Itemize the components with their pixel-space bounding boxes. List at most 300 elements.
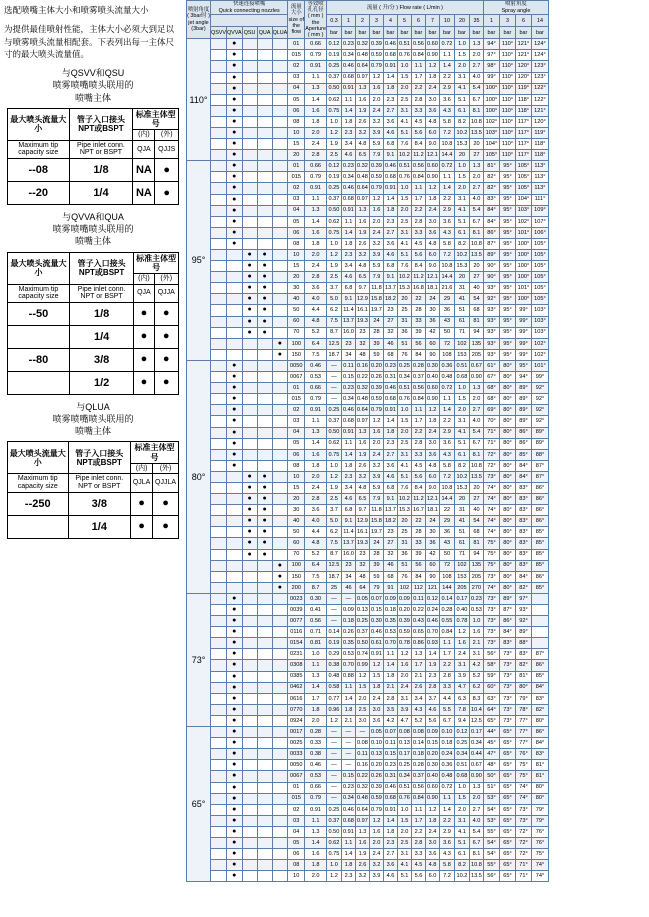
cell-spray-angle: 93° bbox=[515, 605, 531, 616]
cell-flow-rate: 0.12 bbox=[454, 727, 469, 738]
header-bar: bar bbox=[369, 27, 383, 39]
cell-flow-rate: 2.5 bbox=[397, 216, 411, 227]
cell-flow-rate: 3.0 bbox=[425, 216, 439, 227]
cell-spray-angle: 67° bbox=[483, 372, 499, 383]
cell-nozzle-mark bbox=[272, 671, 288, 682]
cell-spray-angle: 55° bbox=[483, 826, 499, 837]
cell-nozzle-mark bbox=[242, 715, 257, 726]
cell-flow-rate: 0.18 bbox=[341, 616, 355, 627]
table-row bbox=[187, 205, 549, 216]
cell-aperture: 2.0 bbox=[305, 871, 327, 882]
cell-nozzle-mark: ● bbox=[226, 804, 242, 815]
cell-flow-size: 0050 bbox=[288, 760, 305, 771]
cell-flow-rate: 0.93 bbox=[425, 638, 439, 649]
cell-flow-rate: 19.7 bbox=[369, 305, 383, 316]
table-row bbox=[187, 815, 549, 826]
cell-flow-rate: 2.9 bbox=[439, 427, 454, 438]
cell-flow-rate: 3.3 bbox=[439, 682, 454, 693]
cell-nozzle-mark: ● bbox=[242, 516, 257, 527]
cell-flow-rate: 0.07 bbox=[369, 593, 383, 604]
cell-spray-angle: 111° bbox=[531, 194, 548, 205]
cell-nozzle-mark bbox=[272, 460, 288, 471]
cell-flow-size: 60 bbox=[288, 316, 305, 327]
cell-flow-rate: 4.1 bbox=[397, 238, 411, 249]
cell-nozzle-mark: ● bbox=[272, 582, 288, 593]
cell-flow-rate: 0.56 bbox=[411, 383, 425, 394]
cell-nozzle-mark bbox=[272, 616, 288, 627]
cell-nozzle-mark bbox=[211, 238, 227, 249]
cell-spray-angle: 86° bbox=[531, 660, 548, 671]
cell-nozzle-mark bbox=[257, 815, 272, 826]
cell-flow-rate: 64 bbox=[355, 582, 369, 593]
cell-nozzle-mark bbox=[272, 416, 288, 427]
cell-flow-size: 0077 bbox=[288, 616, 305, 627]
cell-flow-size: 0067 bbox=[288, 771, 305, 782]
cell-flow-rate: 1.6 bbox=[355, 216, 369, 227]
cell-flow-rate: 15.8 bbox=[369, 516, 383, 527]
cell-nozzle-mark: ● bbox=[226, 605, 242, 616]
cell-nozzle-mark bbox=[211, 194, 227, 205]
header-pressure: 35 bbox=[469, 15, 483, 27]
cell-flow-rate: — bbox=[341, 593, 355, 604]
cell-aperture: 0.66 bbox=[305, 782, 327, 793]
cell-spray-angle: 75° bbox=[515, 760, 531, 771]
cell-nozzle-mark bbox=[211, 505, 227, 516]
cell-spray-angle: 56° bbox=[483, 649, 499, 660]
cell-flow-rate: 0.18 bbox=[439, 738, 454, 749]
cell-flow-rate: 2.7 bbox=[469, 405, 483, 416]
cell-flow-rate: 4.1 bbox=[397, 116, 411, 127]
cell-flow-rate: 1.1 bbox=[411, 405, 425, 416]
cell-spray-angle: 95° bbox=[499, 172, 515, 183]
cell-nozzle-mark bbox=[211, 349, 227, 360]
cell-spray-angle: 60° bbox=[483, 682, 499, 693]
cell-nozzle-mark bbox=[211, 837, 227, 848]
cell-flow-rate: 0.12 bbox=[425, 593, 439, 604]
cell-nozzle-mark bbox=[242, 94, 257, 105]
cell-flow-rate: 1.5 bbox=[397, 416, 411, 427]
cell-flow-rate: 0.36 bbox=[439, 760, 454, 771]
cell-spray-angle: 75° bbox=[531, 849, 548, 860]
cell-flow-rate: 9.1 bbox=[341, 516, 355, 527]
cell-spray-angle: 118° bbox=[531, 139, 548, 150]
cell-flow-size: 40 bbox=[288, 516, 305, 527]
cell-nozzle-mark bbox=[272, 172, 288, 183]
cell-spray-angle: 95° bbox=[499, 183, 515, 194]
cell-flow-rate: 1.9 bbox=[355, 849, 369, 860]
cell-nozzle-mark: ● bbox=[226, 738, 242, 749]
cell-nozzle-mark bbox=[226, 494, 242, 505]
cell-flow-rate: 6.8 bbox=[341, 283, 355, 294]
cell-flow-rate: 15.3 bbox=[397, 283, 411, 294]
cell-nozzle-mark bbox=[272, 804, 288, 815]
cell-flow-rate: — bbox=[326, 782, 341, 793]
cell-spray-angle: 92° bbox=[515, 616, 531, 627]
cell-nozzle-mark bbox=[242, 238, 257, 249]
cell-flow-rate: 2.9 bbox=[439, 826, 454, 837]
cell-flow-rate: 0.60 bbox=[425, 383, 439, 394]
cell-flow-rate: 3.0 bbox=[425, 837, 439, 848]
cell-flow-rate: 2.7 bbox=[383, 227, 397, 238]
cell-flow-size: 05 bbox=[288, 216, 305, 227]
cell-aperture: 0.66 bbox=[305, 39, 327, 50]
cell-flow-rate: 6.5 bbox=[355, 494, 369, 505]
cell-capacity: --80 bbox=[8, 348, 70, 371]
cell-nozzle-mark: ● bbox=[226, 449, 242, 460]
cell-nozzle-mark bbox=[242, 449, 257, 460]
cell-flow-rate: 18.1 bbox=[425, 505, 439, 516]
cell-flow-rate: 4.3 bbox=[439, 449, 454, 460]
cell-flow-rate: 0.96 bbox=[326, 704, 341, 715]
cell-nozzle-mark: ● bbox=[272, 560, 288, 571]
cell-flow-rate: 3.6 bbox=[439, 438, 454, 449]
cell-nozzle-mark bbox=[226, 471, 242, 482]
cell-nozzle-mark: ● bbox=[257, 482, 272, 493]
cell-nozzle-mark bbox=[272, 516, 288, 527]
cell-flow-rate: 2.2 bbox=[411, 205, 425, 216]
cell-aperture: 1.1 bbox=[305, 194, 327, 205]
cell-flow-rate: 2.5 bbox=[326, 150, 341, 161]
cell-flow-rate: 16.0 bbox=[341, 327, 355, 338]
cell-spray-angle: 107° bbox=[531, 216, 548, 227]
cell-spray-angle: 89° bbox=[515, 416, 531, 427]
table-row bbox=[187, 582, 549, 593]
cell-nozzle-mark bbox=[226, 305, 242, 316]
cell-flow-rate: 22 bbox=[411, 294, 425, 305]
cell-flow-rate: 0.67 bbox=[469, 360, 483, 371]
cell-aperture: 1.1 bbox=[305, 416, 327, 427]
cell-nozzle-mark: ● bbox=[257, 272, 272, 283]
cell-flow-size: 06 bbox=[288, 105, 305, 116]
cell-aperture: 1.8 bbox=[305, 238, 327, 249]
cell-spray-angle: 65° bbox=[499, 815, 515, 826]
cell-spray-angle: 72° bbox=[515, 826, 531, 837]
cell-spray-angle: 121° bbox=[515, 39, 531, 50]
cell-inner: ● bbox=[134, 371, 154, 394]
cell-spray-angle: 44° bbox=[483, 727, 499, 738]
cell-nozzle-mark bbox=[272, 194, 288, 205]
cell-aperture: 1.4 bbox=[305, 94, 327, 105]
cell-flow-rate: 1.2 bbox=[326, 871, 341, 882]
cell-spray-angle: 95° bbox=[499, 250, 515, 261]
intro-paragraph-2: 为提供最佳喷射性能，主体大小必须大到足以与喷雾喷头流量相配套。下表列出每一主体尺寸的最大喷头流量值。 bbox=[4, 24, 175, 59]
cell-spray-angle: 95° bbox=[499, 349, 515, 360]
cell-nozzle-mark bbox=[272, 294, 288, 305]
cell-flow-rate: 2.4 bbox=[425, 205, 439, 216]
cell-spray-angle: 71° bbox=[483, 427, 499, 438]
cell-flow-size: 40 bbox=[288, 294, 305, 305]
cell-flow-rate: 0.16 bbox=[355, 760, 369, 771]
cell-nozzle-mark bbox=[242, 738, 257, 749]
cell-spray-angle: 73° bbox=[483, 593, 499, 604]
cell-aperture: 1.4 bbox=[305, 837, 327, 848]
cell-flow-rate: 6.1 bbox=[454, 227, 469, 238]
cell-flow-rate: 16.1 bbox=[355, 527, 369, 538]
cell-flow-rate: 0.56 bbox=[411, 161, 425, 172]
cell-flow-rate: 11.8 bbox=[369, 505, 383, 516]
cell-flow-rate: 1.6 bbox=[369, 205, 383, 216]
cell-flow-rate: 2.0 bbox=[454, 804, 469, 815]
cell-flow-rate: 0.11 bbox=[341, 360, 355, 371]
cell-flow-rate: 3.9 bbox=[369, 250, 383, 261]
cell-nozzle-mark: ● bbox=[257, 261, 272, 272]
cell-nozzle-mark bbox=[242, 349, 257, 360]
header-bar: bar bbox=[469, 27, 483, 39]
table-row bbox=[187, 837, 549, 848]
cell-flow-rate: 10.2 bbox=[454, 471, 469, 482]
cell-flow-rate: 3.2 bbox=[369, 116, 383, 127]
table-row bbox=[187, 316, 549, 327]
cell-flow-rate: 13.7 bbox=[341, 316, 355, 327]
cell-flow-rate: 1.2 bbox=[369, 815, 383, 826]
cell-spray-angle: 95° bbox=[499, 294, 515, 305]
cell-spray-angle: 117° bbox=[515, 139, 531, 150]
cell-spray-angle: 68° bbox=[483, 383, 499, 394]
cell-flow-rate: 5.2 bbox=[469, 671, 483, 682]
cell-flow-rate: 28 bbox=[369, 327, 383, 338]
table-row bbox=[187, 549, 549, 560]
cell-nozzle-mark: ● bbox=[242, 327, 257, 338]
cell-flow-rate: 0.11 bbox=[383, 738, 397, 749]
cell-flow-rate: 0.46 bbox=[369, 627, 383, 638]
cell-nozzle-mark bbox=[211, 516, 227, 527]
cell-flow-rate: 0.19 bbox=[326, 172, 341, 183]
cell-flow-rate: 7.2 bbox=[439, 250, 454, 261]
cell-flow-rate: 0.25 bbox=[397, 760, 411, 771]
cell-nozzle-mark: ● bbox=[226, 394, 242, 405]
cell-spray-angle: 95° bbox=[515, 360, 531, 371]
cell-spray-angle: 99° bbox=[515, 349, 531, 360]
cell-flow-size: 20 bbox=[288, 272, 305, 283]
cell-flow-rate: 0.70 bbox=[341, 660, 355, 671]
cell-spray-angle: 93° bbox=[483, 283, 499, 294]
cell-outer: ● bbox=[154, 371, 179, 394]
cell-nozzle-mark bbox=[211, 649, 227, 660]
cell-flow-rate: 0.11 bbox=[355, 749, 369, 760]
cell-aperture: 0.28 bbox=[305, 727, 327, 738]
cell-nozzle-mark bbox=[272, 760, 288, 771]
cell-nozzle-mark: ● bbox=[226, 61, 242, 72]
cell-flow-rate: 0.62 bbox=[326, 94, 341, 105]
intro-text bbox=[0, 0, 186, 60]
cell-nozzle-mark: ● bbox=[257, 471, 272, 482]
cell-nozzle-mark: ● bbox=[226, 360, 242, 371]
cell-flow-rate: 6.2 bbox=[469, 682, 483, 693]
cell-flow-rate: 3.0 bbox=[425, 94, 439, 105]
table-row bbox=[187, 605, 549, 616]
cell-nozzle-mark: ● bbox=[226, 405, 242, 416]
cell-flow-rate: 0.25 bbox=[397, 360, 411, 371]
cell-nozzle-mark bbox=[242, 849, 257, 860]
cell-spray-angle: 71° bbox=[515, 860, 531, 871]
cell-spray-angle: 118° bbox=[531, 150, 548, 161]
cell-spray-angle: 85° bbox=[515, 449, 531, 460]
cell-flow-size: 0616 bbox=[288, 693, 305, 704]
cell-nozzle-mark bbox=[211, 849, 227, 860]
cell-nozzle-mark: ● bbox=[257, 327, 272, 338]
cell-flow-rate: 7.6 bbox=[397, 482, 411, 493]
table-row bbox=[187, 283, 549, 294]
cell-outer: ● bbox=[154, 325, 179, 348]
cell-flow-rate: 25 bbox=[397, 527, 411, 538]
table-row bbox=[187, 360, 549, 371]
table-row bbox=[187, 139, 549, 150]
cell-flow-rate: 2.4 bbox=[369, 849, 383, 860]
cell-flow-rate: 28 bbox=[411, 527, 425, 538]
cell-nozzle-mark: ● bbox=[226, 638, 242, 649]
header-pressure: 0.3 bbox=[326, 15, 341, 27]
cell-flow-rate: 13.5 bbox=[469, 127, 483, 138]
cell-flow-rate: 3.0 bbox=[355, 715, 369, 726]
cell-nozzle-mark bbox=[272, 549, 288, 560]
cell-flow-rate: 13.5 bbox=[469, 871, 483, 882]
cell-flow-rate: 2.2 bbox=[439, 660, 454, 671]
cell-nozzle-mark bbox=[242, 605, 257, 616]
cell-spray-angle: 85° bbox=[531, 527, 548, 538]
cell-nozzle-mark bbox=[211, 727, 227, 738]
cell-flow-rate: 2.8 bbox=[411, 216, 425, 227]
header-bar: bar bbox=[326, 27, 341, 39]
cell-flow-rate: 15.3 bbox=[454, 482, 469, 493]
cell-nozzle-mark bbox=[226, 505, 242, 516]
cell-flow-rate: 0.13 bbox=[369, 749, 383, 760]
cell-flow-rate: 0.40 bbox=[425, 372, 439, 383]
table-row bbox=[187, 693, 549, 704]
cell-flow-rate: — bbox=[341, 749, 355, 760]
cell-flow-rate: 25 bbox=[326, 582, 341, 593]
cell-flow-rate: 1.6 bbox=[369, 427, 383, 438]
cell-spray-angle: 89° bbox=[499, 593, 515, 604]
cell-nozzle-mark bbox=[211, 438, 227, 449]
cell-flow-rate: 19.3 bbox=[355, 538, 369, 549]
cell-nozzle-mark bbox=[257, 105, 272, 116]
cell-flow-size: 04 bbox=[288, 427, 305, 438]
cell-spray-angle: 117° bbox=[515, 116, 531, 127]
cell-flow-rate: 1.9 bbox=[355, 227, 369, 238]
cell-flow-rate: 0.19 bbox=[326, 638, 341, 649]
cell-spray-angle: 79° bbox=[531, 815, 548, 826]
cell-flow-rate: 3.6 bbox=[383, 116, 397, 127]
cell-flow-rate: 6.8 bbox=[341, 505, 355, 516]
cell-flow-rate: 29 bbox=[439, 294, 454, 305]
cell-flow-rate: 0.59 bbox=[369, 172, 383, 183]
cell-flow-rate: 1.4 bbox=[383, 660, 397, 671]
cell-flow-rate: 2.0 bbox=[454, 61, 469, 72]
cell-spray-angle: 97° bbox=[483, 50, 499, 61]
table-row bbox=[187, 216, 549, 227]
cell-flow-rate: 24 bbox=[425, 516, 439, 527]
cell-spray-angle: 80° bbox=[499, 394, 515, 405]
cell-flow-rate: 4.0 bbox=[469, 416, 483, 427]
cell-spray-angle: 100° bbox=[515, 238, 531, 249]
cell-nozzle-mark bbox=[257, 660, 272, 671]
cell-nozzle-mark bbox=[272, 627, 288, 638]
cell-spray-angle: 45° bbox=[483, 738, 499, 749]
body-model-table bbox=[7, 441, 179, 538]
header-nozzle-col: QVVA bbox=[226, 27, 242, 39]
cell-flow-rate: 2.0 bbox=[469, 793, 483, 804]
cell-nozzle-mark bbox=[257, 671, 272, 682]
cell-flow-rate: 3.7 bbox=[326, 505, 341, 516]
table-row bbox=[187, 61, 549, 72]
cell-flow-rate: 1.1 bbox=[439, 172, 454, 183]
cell-flow-rate: 0.24 bbox=[439, 749, 454, 760]
table-row bbox=[187, 715, 549, 726]
cell-flow-rate: 6.2 bbox=[326, 527, 341, 538]
cell-flow-rate: 102 bbox=[397, 582, 411, 593]
col-pipe-inlet-en: Pipe inlet conn. NPT or BSPT bbox=[68, 474, 130, 492]
cell-spray-angle: 81° bbox=[483, 161, 499, 172]
cell-flow-rate: 4.8 bbox=[355, 261, 369, 272]
cell-spray-angle: 83° bbox=[531, 693, 548, 704]
cell-flow-rate: 18.1 bbox=[425, 283, 439, 294]
table-row bbox=[187, 272, 549, 283]
cell-flow-rate: 0.56 bbox=[411, 39, 425, 50]
cell-nozzle-mark bbox=[226, 338, 242, 349]
cell-aperture: 3.6 bbox=[305, 283, 327, 294]
cell-nozzle-mark bbox=[257, 571, 272, 582]
cell-spray-angle: 54° bbox=[483, 837, 499, 848]
cell-spray-angle: 73° bbox=[499, 660, 515, 671]
cell-flow-rate: 6.0 bbox=[425, 250, 439, 261]
cell-spray-angle: 89° bbox=[531, 427, 548, 438]
cell-nozzle-mark bbox=[257, 183, 272, 194]
cell-nozzle-mark bbox=[257, 116, 272, 127]
cell-nozzle-mark bbox=[257, 449, 272, 460]
cell-spray-angle: 58° bbox=[483, 660, 499, 671]
cell-flow-rate: 0.37 bbox=[326, 194, 341, 205]
cell-flow-size: 02 bbox=[288, 61, 305, 72]
cell-spray-angle: 77° bbox=[515, 715, 531, 726]
cell-flow-rate: 0.05 bbox=[355, 593, 369, 604]
cell-spray-angle: 80° bbox=[499, 560, 515, 571]
cell-nozzle-mark bbox=[272, 715, 288, 726]
cell-spray-angle: 103° bbox=[531, 316, 548, 327]
cell-flow-rate: 30 bbox=[425, 527, 439, 538]
cell-flow-rate: 2.6 bbox=[355, 116, 369, 127]
cell-spray-angle bbox=[531, 593, 548, 604]
block-title: 与QSVV和QSU 喷雾喷嘴喷头联用的 喷嘴主体 bbox=[52, 68, 134, 103]
cell-nozzle-mark bbox=[211, 605, 227, 616]
cell-flow-rate: 11.8 bbox=[369, 283, 383, 294]
cell-spray-angle: 90° bbox=[483, 272, 499, 283]
cell-flow-rate: 0.48 bbox=[355, 793, 369, 804]
cell-flow-rate: 1.0 bbox=[326, 860, 341, 871]
cell-aperture: 5.2 bbox=[305, 327, 327, 338]
cell-nozzle-mark bbox=[226, 250, 242, 261]
cell-spray-angle: 80° bbox=[499, 372, 515, 383]
cell-flow-rate: 1.8 bbox=[341, 116, 355, 127]
cell-flow-rate: 24 bbox=[425, 294, 439, 305]
table-row bbox=[187, 405, 549, 416]
cell-flow-rate: 2.0 bbox=[369, 216, 383, 227]
header-bar: bar bbox=[531, 27, 548, 39]
cell-nozzle-mark bbox=[257, 50, 272, 61]
cell-flow-rate: 2.5 bbox=[355, 704, 369, 715]
cell-nozzle-mark: ● bbox=[242, 527, 257, 538]
cell-flow-rate: 4.1 bbox=[454, 205, 469, 216]
table-row bbox=[187, 105, 549, 116]
cell-nozzle-mark bbox=[242, 660, 257, 671]
cell-flow-rate: 9.0 bbox=[425, 139, 439, 150]
cell-spray-angle: 124° bbox=[531, 50, 548, 61]
cell-nozzle-mark bbox=[272, 660, 288, 671]
cell-flow-rate: 1.7 bbox=[411, 194, 425, 205]
cell-nozzle-mark: ● bbox=[257, 505, 272, 516]
cell-flow-size: 015 bbox=[288, 793, 305, 804]
cell-flow-rate: 1.9 bbox=[326, 139, 341, 150]
cell-flow-rate: 94 bbox=[469, 327, 483, 338]
